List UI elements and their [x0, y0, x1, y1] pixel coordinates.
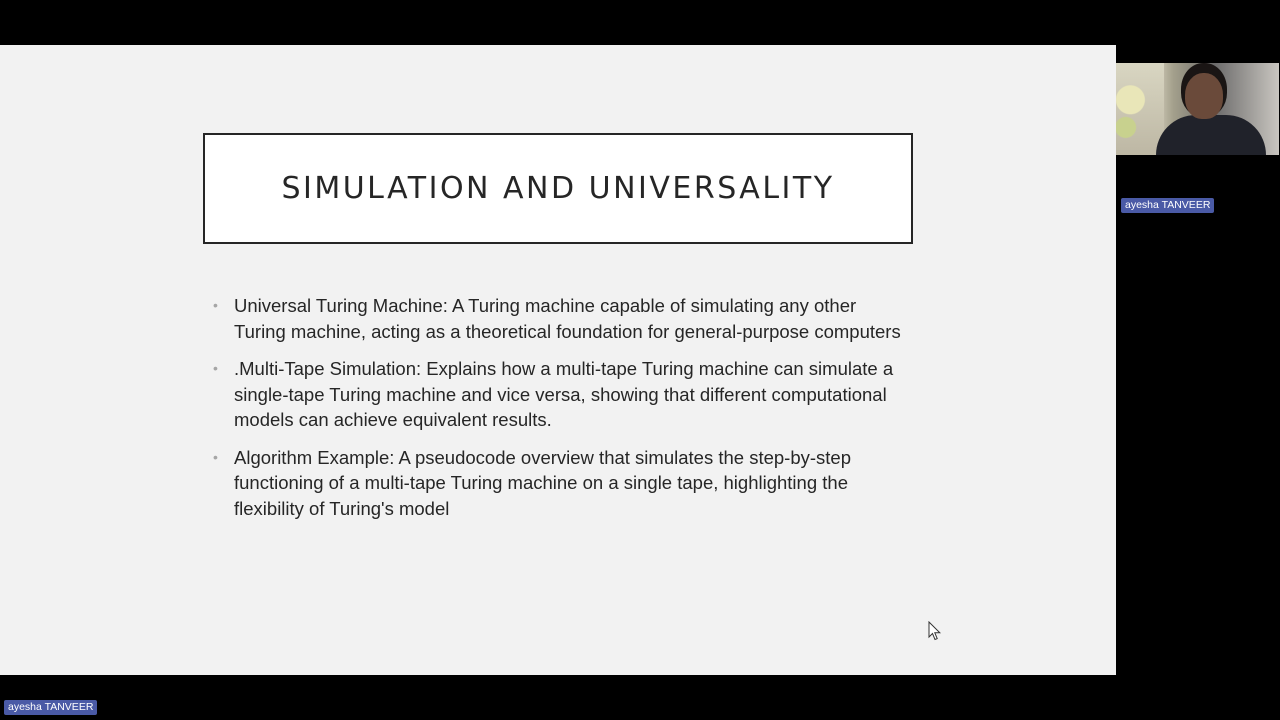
slide-title: SIMULATION AND UNIVERSALITY: [281, 171, 835, 206]
slide-bullet: [210, 356, 910, 433]
slide-bullet-list: [210, 293, 910, 533]
presenter-name-tag: ayesha TANVEER: [4, 700, 97, 715]
participant-name-tag: ayesha TANVEER: [1121, 198, 1214, 213]
mouse-pointer-icon: [928, 621, 942, 641]
slide-bullet: [210, 445, 910, 522]
bullet-dot-icon: •: [213, 448, 218, 465]
participant-head: [1185, 73, 1223, 119]
slide-bullet-text: .Multi-Tape Simulation: Explains how a multi-tape Turing machine can simulate a single-tape Turing machine and vice versa, showing that different computational models can achieve equivalent results.: [234, 358, 894, 430]
slide-bullet-text: Algorithm Example: A pseudocode overview that simulates the step-by-step functioning of a multi-tape Turing machine on a single tape, highlighting the flexibility of Turing's model: [234, 446, 851, 519]
bullet-dot-icon: •: [213, 297, 218, 313]
participant-video-tile[interactable]: [1116, 63, 1279, 155]
slide-bullet-text: Universal Turing Machine: A Turing machine capable of simulating any other Turing machine, acting as a theoretical foundation for general-purpose computers: [234, 295, 901, 342]
bullet-dot-icon: •: [213, 360, 218, 376]
participant-body: [1156, 115, 1266, 155]
slide-bullet: [210, 293, 910, 344]
video-background: [1116, 63, 1164, 155]
shared-slide: [0, 45, 1116, 675]
slide-title-box: [203, 133, 913, 244]
